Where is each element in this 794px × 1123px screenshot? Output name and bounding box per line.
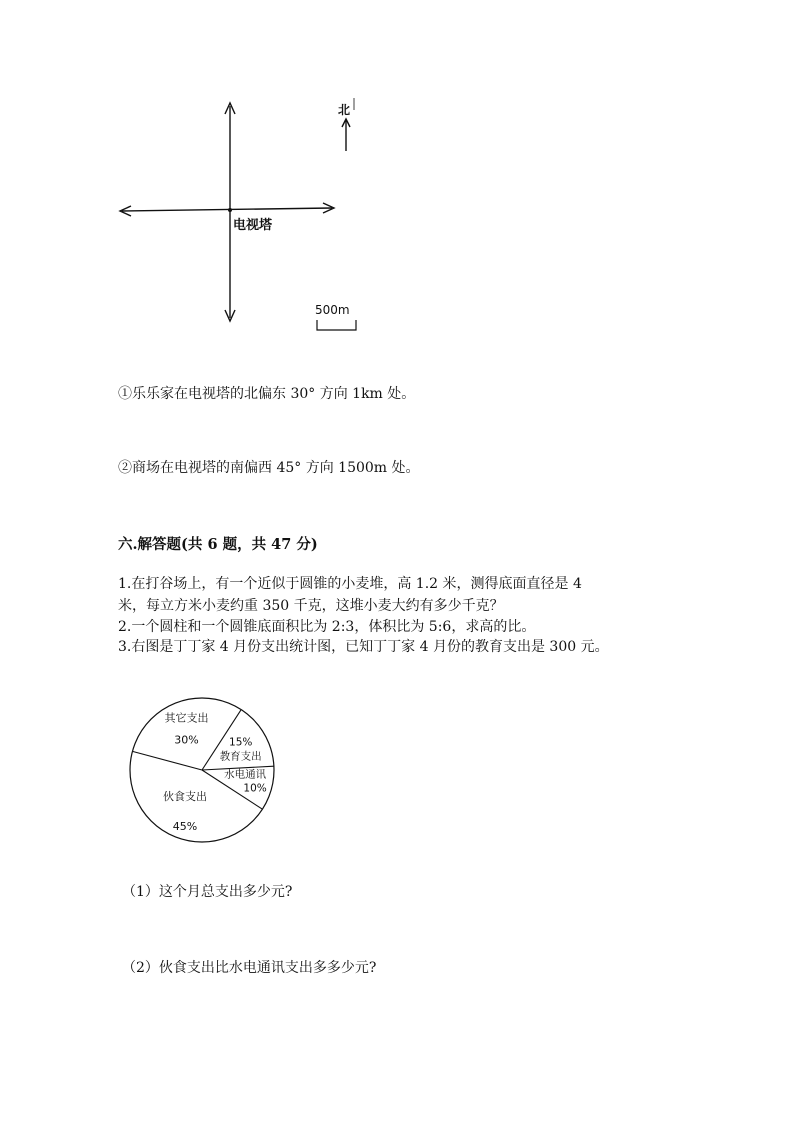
scale-label: 500m — [315, 303, 350, 317]
pie-label-percent-4: 45% — [172, 820, 198, 834]
pie-label-category-3: 水电通讯 — [224, 768, 267, 781]
problem-2: 2.一个圆柱和一个圆锥底面积比为 2:3，体积比为 5:6，求高的比。 — [118, 619, 536, 635]
problem-3: 3.右图是丁丁家 4 月份支出统计图，已知丁丁家 4 月份的教育支出是 300 元。 — [118, 639, 609, 655]
pie-label-category-2: 教育支出 — [219, 750, 262, 763]
sub-question-2: （2）伙食支出比水电通讯支出多多少元? — [122, 960, 377, 976]
pie-label-percent-2: 15% — [229, 736, 253, 749]
question-2-location: ②商场在电视塔的南偏西 45° 方向 1500m 处。 — [118, 460, 420, 476]
pie-label-category-1: 其它支出 — [164, 711, 209, 725]
pie-label-percent-1: 30% — [174, 733, 199, 747]
pie-label-percent-3: 10% — [243, 782, 267, 795]
problem-1-line-2: 米，每立方米小麦约重 350 千克，这堆小麦大约有多少千克？ — [118, 598, 504, 614]
problem-1-line-1: 1.在打谷场上，有一个近似于圆锥的小麦堆，高 1.2 米，测得底面直径是 4 — [118, 576, 582, 592]
center-point — [228, 208, 232, 212]
section-6-heading: 六.解答题(共 6 题，共 47 分) — [118, 536, 318, 553]
compass-map — [110, 90, 380, 340]
sub-question-1: （1）这个月总支出多少元? — [122, 884, 293, 900]
scale-bar — [317, 320, 356, 330]
question-1-location: ①乐乐家在电视塔的北偏东 30° 方向 1km 处。 — [118, 386, 416, 402]
pie-label-category-4: 伙食支出 — [163, 790, 207, 804]
center-label: 电视塔 — [233, 218, 273, 233]
horizontal-axis — [122, 208, 332, 211]
expense-pie-chart — [125, 695, 285, 845]
north-label: 北 — [338, 103, 351, 117]
